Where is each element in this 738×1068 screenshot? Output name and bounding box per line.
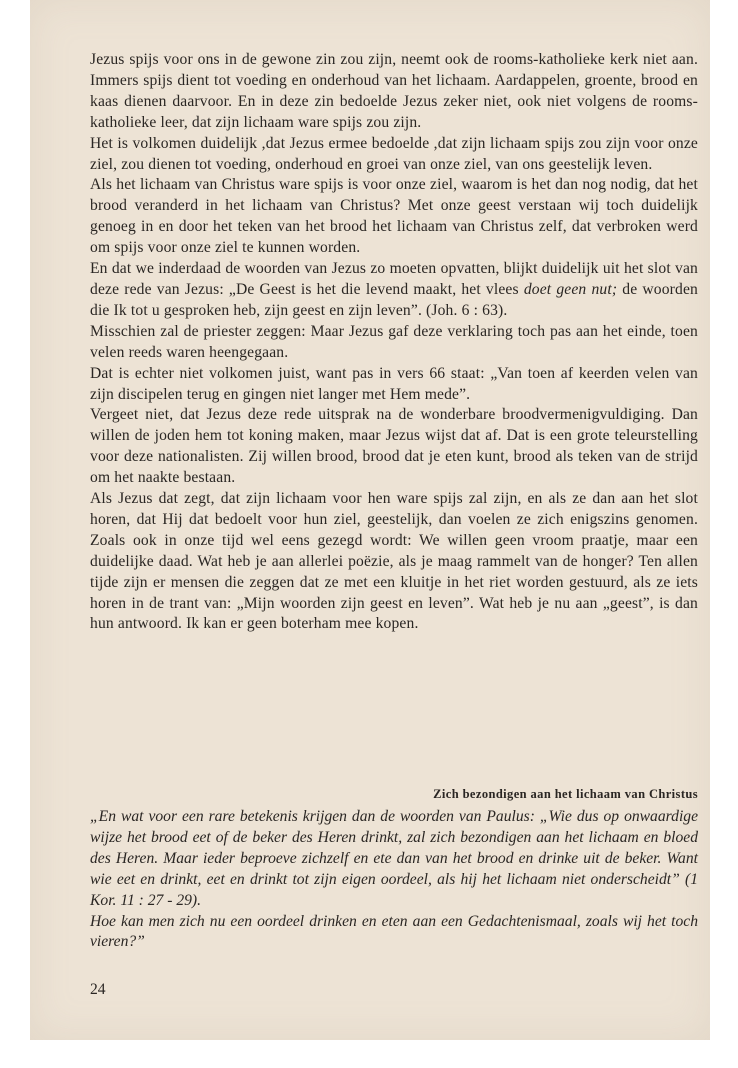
section-heading: Zich bezondigen aan het lichaam van Christus [433,787,698,801]
quote-block [90,807,698,953]
paragraph-text: En dat we inderdaad de woorden van Jezus zo moeten opvatten, blijkt duidelijk uit het slot van deze rede van Jezus: „De Geest is het die levend maakt, het vlees [90,260,698,298]
paragraph [90,259,698,322]
paragraph: Het is volkomen duidelijk ,dat Jezus ermee bedoelde ,dat zijn lichaam spijs zou zijn voor onze ziel, zou dienen tot voeding, onderhoud en groei van onze ziel, van ons geestelijk leven. [90,134,698,173]
paragraph: Als Jezus dat zegt, dat zijn lichaam voor hen ware spijs zal zijn, en als ze dan aan het slot horen, dat Hij dat bedoelt voor hun ziel, geestelijk, dan voelen ze zich enigszins genomen. Zoals ook in onze tijd wel eens gezegd wordt: We willen geen vroom praatje, maar een duidelijke daad. Wat heb je aan allerlei poëzie, als je maag rammelt van de honger? Ten allen tijde zijn er mensen die zeggen dat ze met een kluitje in het riet worden gestuurd, als ze iets horen in de trant van: „Mijn woorden zijn geest en leven”. Wat heb je nu aan „geest”, is dan hun antwoord. Ik kan er geen boterham mee kopen. [90,490,698,633]
paragraph: Dat is echter niet volkomen juist, want pas in vers 66 staat: „Van toen af keerden velen van zijn discipelen terug en gingen niet langer met Hem mede”. [90,364,698,403]
paragraph-text: de woorden die Ik tot u gesproken heb, zijn geest en zijn leven”. (Joh. 6 : 63). [90,280,698,319]
paragraph: Vergeet niet, dat Jezus deze rede uitsprak na de wonderbare broodvermenigvuldiging. Dan willen de joden hem tot koning maken, maar Jezus wijst dat af. Dat is een grote teleurstelling voor deze nationalisten. Zij willen brood, brood dat je eten kunt, brood als teken van de strijd om het naakte bestaan. [90,406,698,487]
paragraph: Misschien zal de priester zeggen: Maar Jezus gaf deze verklaring toch pas aan het einde, toen velen reeds waren heengegaan. [90,322,698,361]
paragraph: Jezus spijs voor ons in de gewone zin zou zijn, neemt ook de rooms-katholieke kerk niet aan. Immers spijs dient tot voeding en onderhoud van het lichaam. Aardappelen, groente, brood en kaas dienen daarvoor. En in deze zin bedoelde Jezus zeker niet, ook niet volgens de rooms-katholieke leer, dat zijn lichaam ware spijs zou zijn. [90,51,698,131]
body-text [90,50,698,635]
quote-paragraph: „En wat voor een rare betekenis krijgen dan de woorden van Paulus: „Wie dus op onwaardige wijze het brood eet of de beker des Heren drinkt, zal zich bezondigen aan het lichaam en bloed des Heren. Maar ieder beproeve zichzelf en ete dan van het brood en drinke uit de beker. Want wie eet en drinkt, eet en drinkt tot zijn eigen oordeel, als hij het lichaam niet onderscheidt” (1 Kor. 11 : 27 - 29). [90,808,698,909]
paragraph: Als het lichaam van Christus ware spijs is voor onze ziel, waarom is het dan nog nodig, dat het brood veranderd in het lichaam van Christus? Met onze geest verstaan wij toch duidelijk genoeg in en door het teken van het brood het lichaam van Christus zelf, dat verbroken werd om spijs voor onze ziel te kunnen worden. [90,176,698,257]
book-page [30,0,710,1040]
quote-paragraph: Hoe kan men zich nu een oordeel drinken en eten aan een Gedachtenismaal, zoals wij het toch vieren?” [90,912,698,951]
italic-phrase: doet geen nut; [523,280,618,298]
page-number: 24 [90,981,106,998]
